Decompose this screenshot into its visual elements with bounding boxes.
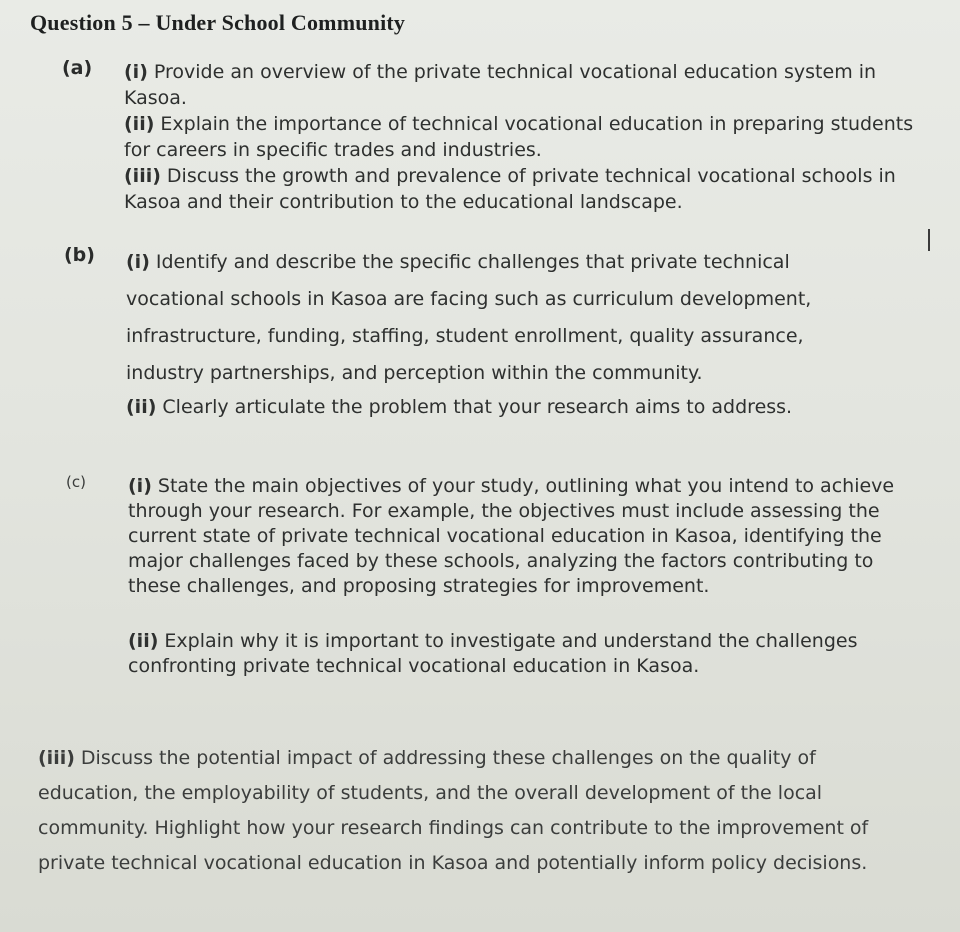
part-iii-item	[38, 741, 908, 881]
question-title: Question 5 – Under School Community	[30, 10, 406, 35]
part-c-item-2-text: Explain why it is important to investigate and understand the challenges confronting private technical vocational education in Kasoa.	[128, 630, 858, 677]
part-c-label: (c)	[66, 473, 86, 491]
part-c-item-2-num: (ii)	[128, 630, 159, 652]
part-a-item-1	[124, 59, 924, 111]
part-b-item-1-num: (i)	[126, 251, 150, 273]
part-b-item-1	[126, 244, 886, 392]
part-a-item-2-num: (ii)	[124, 113, 155, 135]
part-a-item-3	[124, 163, 924, 215]
part-c-block	[128, 474, 928, 679]
part-a-item-3-num: (iii)	[124, 165, 161, 187]
part-c-item-2	[128, 629, 928, 679]
part-c-item-1	[128, 474, 928, 599]
part-b-item-2-num: (ii)	[126, 396, 157, 418]
part-iii-block	[38, 741, 908, 881]
part-iii-num: (iii)	[38, 747, 75, 769]
part-a-label: (a)	[62, 57, 93, 79]
part-b-block	[126, 244, 886, 422]
part-iii-text: Discuss the potential impact of addressing these challenges on the quality of education, the employability of students, and the overall development of the local community. Highlight how your research findings can contribute to the improvement of private technical vocational education in Kasoa and potentially inform policy decisions.	[38, 747, 869, 874]
part-a-item-2	[124, 111, 924, 163]
part-b-label: (b)	[64, 244, 95, 266]
part-a-item-1-text: Provide an overview of the private technical vocational education system in Kasoa.	[124, 61, 877, 109]
part-c-item-1-num: (i)	[128, 475, 152, 497]
part-a-item-2-text: Explain the importance of technical vocational education in preparing students for careers in specific trades and industries.	[124, 113, 914, 161]
part-b-item-1-text: Identify and describe the specific challenges that private technical vocational schools in Kasoa are facing such as curriculum development, infrastructure, funding, staffing, student enrollment, quality assurance, industry partnerships, and perception within the community.	[126, 251, 812, 384]
part-a-item-3-text: Discuss the growth and prevalence of private technical vocational schools in Kasoa and their contribution to the educational landscape.	[124, 165, 896, 213]
part-c-item-1-text: State the main objectives of your study, outlining what you intend to achieve through your research. For example, the objectives must include assessing the current state of private technical vocational education in Kasoa, identifying the major challenges faced by these schools, analyzing the factors contributing to these challenges, and proposing strategies for improvement.	[128, 475, 895, 597]
part-a-item-1-num: (i)	[124, 61, 148, 83]
part-a-block	[124, 59, 924, 215]
text-cursor	[928, 229, 930, 251]
part-b-item-2	[126, 392, 886, 422]
part-b-item-2-text: Clearly articulate the problem that your research aims to address.	[162, 396, 793, 418]
